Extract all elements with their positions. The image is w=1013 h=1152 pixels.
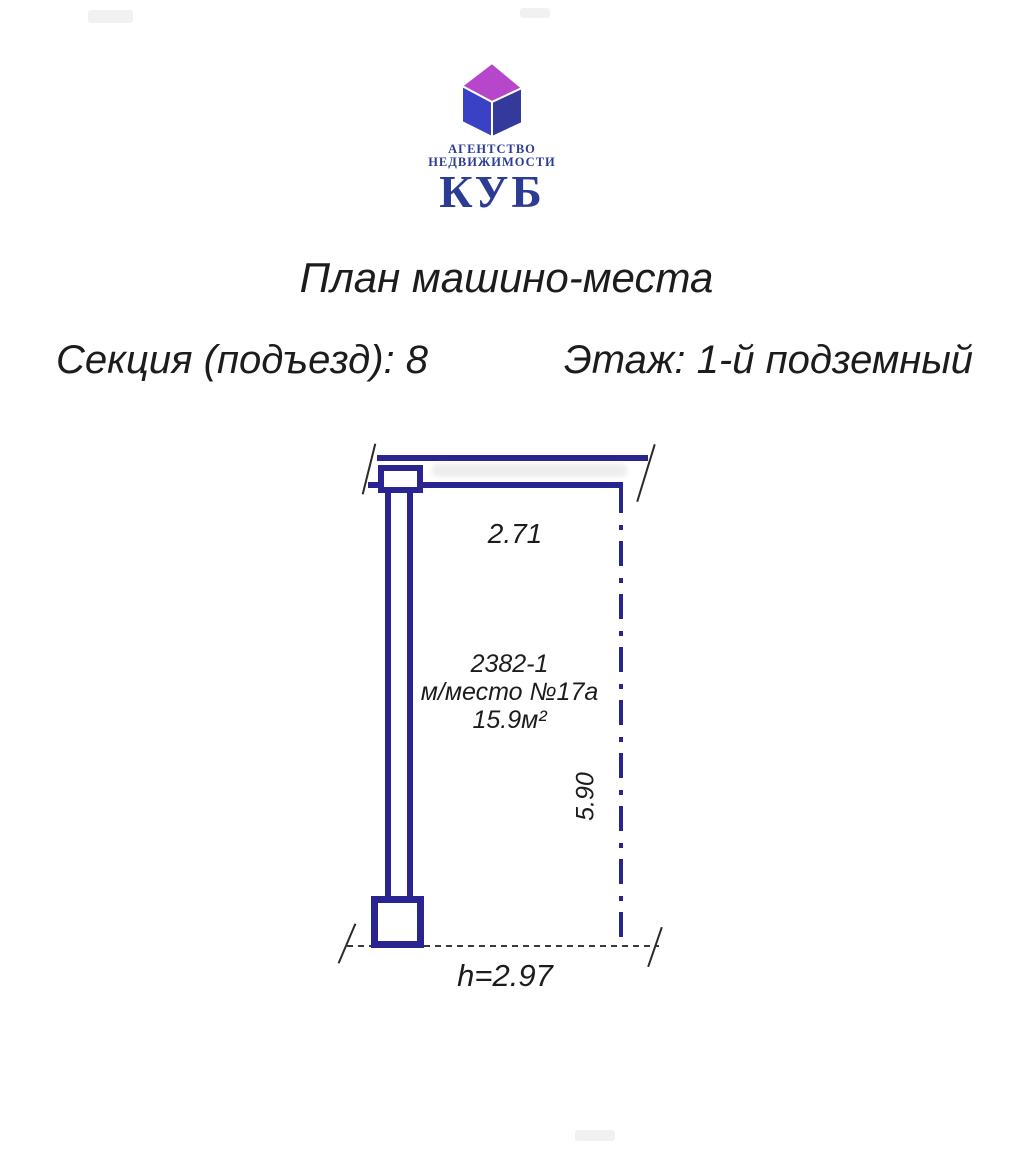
plan-subtitle-row	[56, 334, 973, 386]
wall-top-outer-line	[377, 455, 648, 461]
column-top	[378, 465, 423, 493]
scan-smear	[432, 464, 627, 477]
dimension-tick	[338, 923, 357, 963]
column-bottom	[371, 896, 424, 948]
logo-text-line1: АГЕНТСТВО	[448, 142, 536, 156]
boundary-dashdot-line	[619, 488, 623, 946]
unit-number: 2382-1	[470, 650, 549, 678]
scan-artifact	[520, 8, 550, 18]
wall-left-outer-line	[385, 492, 391, 898]
dimension-tick	[647, 927, 663, 967]
logo-text-line2: НЕДВИЖИМОСТИ	[428, 155, 556, 169]
space-info-label	[402, 650, 617, 734]
dimension-width: 2.71	[487, 518, 543, 549]
agency-logo	[372, 58, 612, 217]
scan-artifact	[575, 1130, 615, 1141]
wall-top-inner-line	[420, 482, 623, 488]
dimension-length: 5.90	[571, 772, 600, 821]
dimension-tick	[636, 444, 655, 502]
ceiling-height-label: h=2.97	[457, 958, 553, 993]
scan-artifact	[88, 10, 133, 23]
space-number: м/место №17а	[420, 678, 599, 706]
page-title: План машино-места	[299, 254, 714, 301]
floor-label: Этаж: 1-й подземный	[564, 338, 973, 382]
section-label: Секция (подъезд): 8	[56, 338, 428, 382]
space-area: 15.9м²	[472, 706, 547, 734]
cube-logo-icon	[452, 58, 532, 142]
logo-company-name: КУБ	[439, 166, 545, 217]
